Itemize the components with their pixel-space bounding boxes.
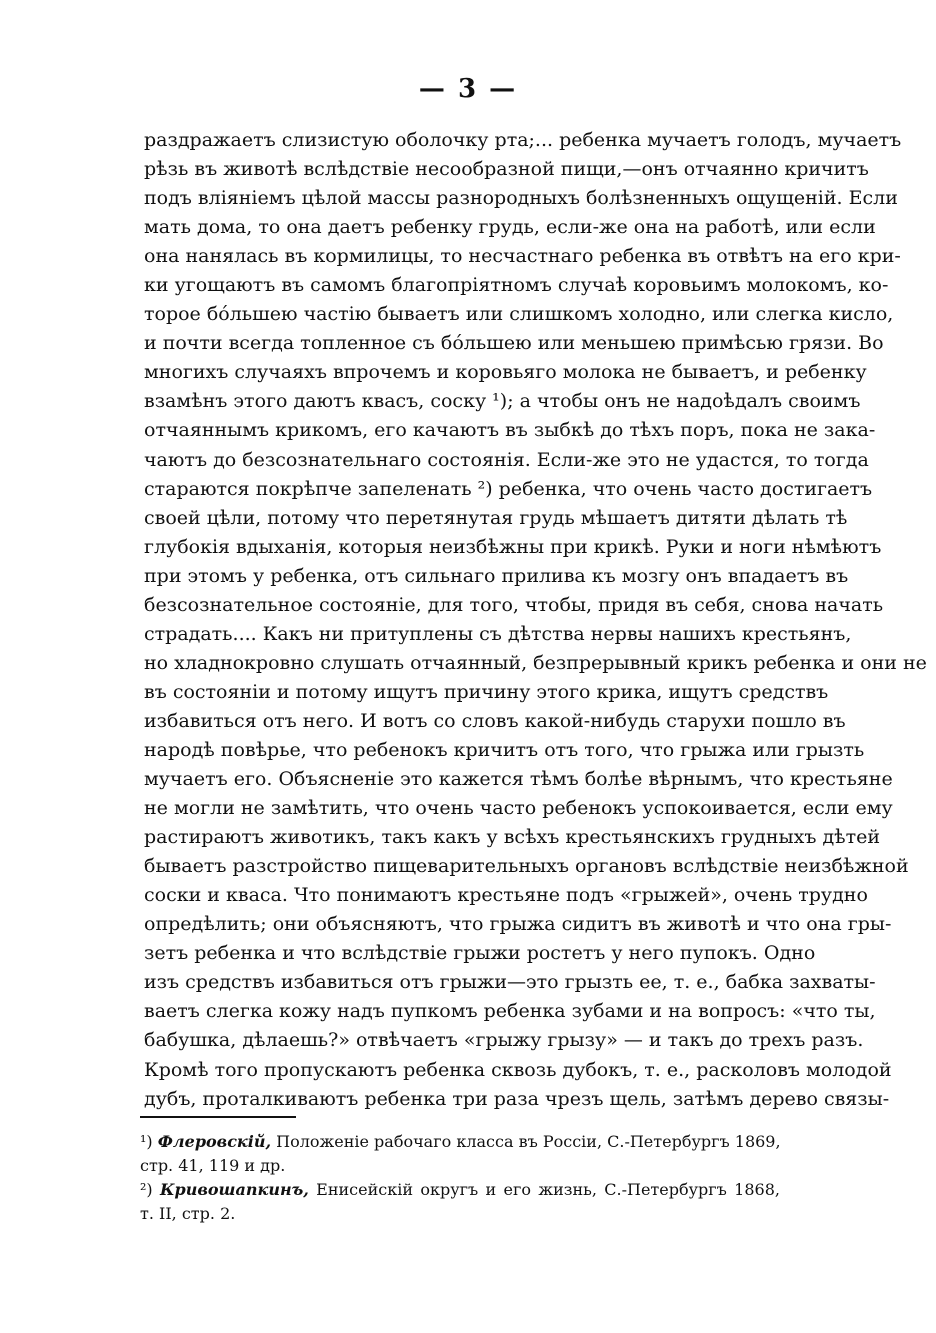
text-line: но хладнокровно слушать отчаянный, безпрерывный крикъ ребенка и они не: [144, 651, 927, 674]
text-line: бабушка, дѣлаешь?» отвѣчаетъ «грыжу грызу» — и такъ до трехъ разъ.: [144, 1029, 864, 1052]
text-line: народѣ повѣрье, что ребенокъ кричитъ отъ того, что грыжа или грызть: [144, 738, 865, 761]
text-line: Кромѣ того пропускаютъ ребенка сквозь дубокъ, т. е., расколовъ молодой: [144, 1058, 892, 1081]
text-line: она нанялась въ кормилицы, то несчастнаго ребенка въ отвѣтъ на его кри-: [144, 245, 901, 268]
text-line: раздражаетъ слизистую оболочку рта;... ребенка мучаетъ голодъ, мучаетъ: [144, 129, 902, 151]
text-line: избавиться отъ него. И вотъ со словъ какой-нибудь старухи пошло въ: [144, 709, 846, 732]
text-line: и почти всегда топленное съ бóльшею или меньшею примѣсью грязи. Во: [144, 332, 884, 355]
text-line: ваетъ слегка кожу надъ пупкомъ ребенка зубами и на вопросъ: «что ты,: [144, 1000, 876, 1023]
text-line: чаютъ до безсознательнаго состоянія. Если-же это не удастся, то тогда: [144, 448, 869, 471]
text-line: безсознательное состояніе, для того, чтобы, придя въ себя, снова начать: [144, 593, 884, 616]
footnote-1-title: Положеніе рабочаго класса въ Россіи, С.-Петербургъ 1869,: [276, 1132, 781, 1151]
footnote-1-line-1: [140, 1130, 780, 1154]
footnote-1-pages: стр. 41, 119 и др.: [140, 1156, 286, 1175]
footnote-2-line-1: [140, 1178, 780, 1202]
text-line: мучаетъ его. Объясненіе это кажется тѣмъ болѣе вѣрнымъ, что крестьяне: [144, 768, 893, 791]
footnote-2-title: Енисейскій округъ и его жизнь, С.-Петербургъ 1868,: [316, 1180, 780, 1199]
text-line: при этомъ у ребенка, отъ сильнаго прилива къ мозгу онъ впадаетъ въ: [144, 564, 849, 587]
text-line: взамѣнъ этого даютъ квасъ, соску ¹); а чтобы онъ не надоѣдалъ своимъ: [144, 390, 861, 413]
text-line: опредѣлить; они объясняютъ, что грыжа сидитъ въ животѣ и что она гры-: [144, 913, 892, 936]
text-line: рѣзь въ животѣ вслѣдствіе несообразной пищи,—онъ отчаянно кричитъ: [144, 158, 869, 181]
text-line: дубъ, проталкиваютъ ребенка три раза чрезъ щель, затѣмъ дерево связы-: [144, 1087, 890, 1110]
footnote-2-author: Кривошапкинъ,: [160, 1180, 309, 1199]
text-line: многихъ случаяхъ впрочемъ и коровьяго молока не бываетъ, и ребенку: [144, 361, 867, 384]
text-line: бываетъ разстройство пищеварительныхъ органовъ вслѣдствіе неизбѣжной: [144, 855, 909, 878]
footnote-1-author: Флеровскій,: [157, 1132, 272, 1151]
text-line: изъ средствъ избавиться отъ грыжи—это грызть ее, т. е., бабка захваты-: [144, 971, 876, 994]
text-line: соски и кваса. Что понимаютъ крестьяне подъ «грыжей», очень трудно: [144, 884, 868, 907]
text-line: въ состояніи и потому ищутъ причину этого крика, ищутъ средствъ: [144, 680, 829, 703]
footnote-2-marker: ²): [140, 1180, 153, 1199]
footnote-2-pages: т. II, стр. 2.: [140, 1204, 236, 1223]
text-line: торое бóльшею частію бываетъ или слишкомъ холодно, или слегка кисло,: [144, 303, 894, 326]
footnote-2-line-2: [140, 1202, 780, 1226]
footnote-divider: [140, 1116, 296, 1118]
text-line: глубокія вдыханія, которыя неизбѣжны при крикѣ. Руки и ноги нѣмѣютъ: [144, 535, 882, 558]
text-line: отчаяннымъ крикомъ, его качаютъ въ зыбкѣ до тѣхъ поръ, пока не зака-: [144, 419, 876, 442]
text-line: растираютъ животикъ, такъ какъ у всѣхъ крестьянскихъ грудныхъ дѣтей: [144, 826, 881, 849]
text-line: подъ вліяніемъ цѣлой массы разнородныхъ болѣзненныхъ ощущеній. Если: [144, 187, 898, 210]
text-line: мать дома, то она даетъ ребенку грудь, если-же она на работѣ, или если: [144, 216, 876, 239]
footnote-1-line-2: [140, 1154, 780, 1178]
page-number: — 3 —: [418, 74, 518, 104]
text-line: страдать.... Какъ ни притуплены съ дѣтства нервы нашихъ крестьянъ,: [144, 622, 852, 645]
text-line: не могли не замѣтить, что очень часто ребенокъ успокоивается, если ему: [144, 797, 893, 820]
footnote-1-marker: ¹): [140, 1132, 153, 1151]
text-line: зетъ ребенка и что вслѣдствіе грыжи ростетъ у него пупокъ. Одно: [144, 942, 816, 965]
body-text: [144, 126, 927, 1114]
text-line: ки угощаютъ въ самомъ благопріятномъ случаѣ коровьимъ молокомъ, ко-: [144, 274, 889, 297]
text-line: своей цѣли, потому что перетянутая грудь мѣшаетъ дитяти дѣлать тѣ: [144, 506, 848, 529]
text-line: стараются покрѣпче запеленать ²) ребенка, что очень часто достигаетъ: [144, 477, 873, 500]
footnotes: [140, 1130, 780, 1226]
